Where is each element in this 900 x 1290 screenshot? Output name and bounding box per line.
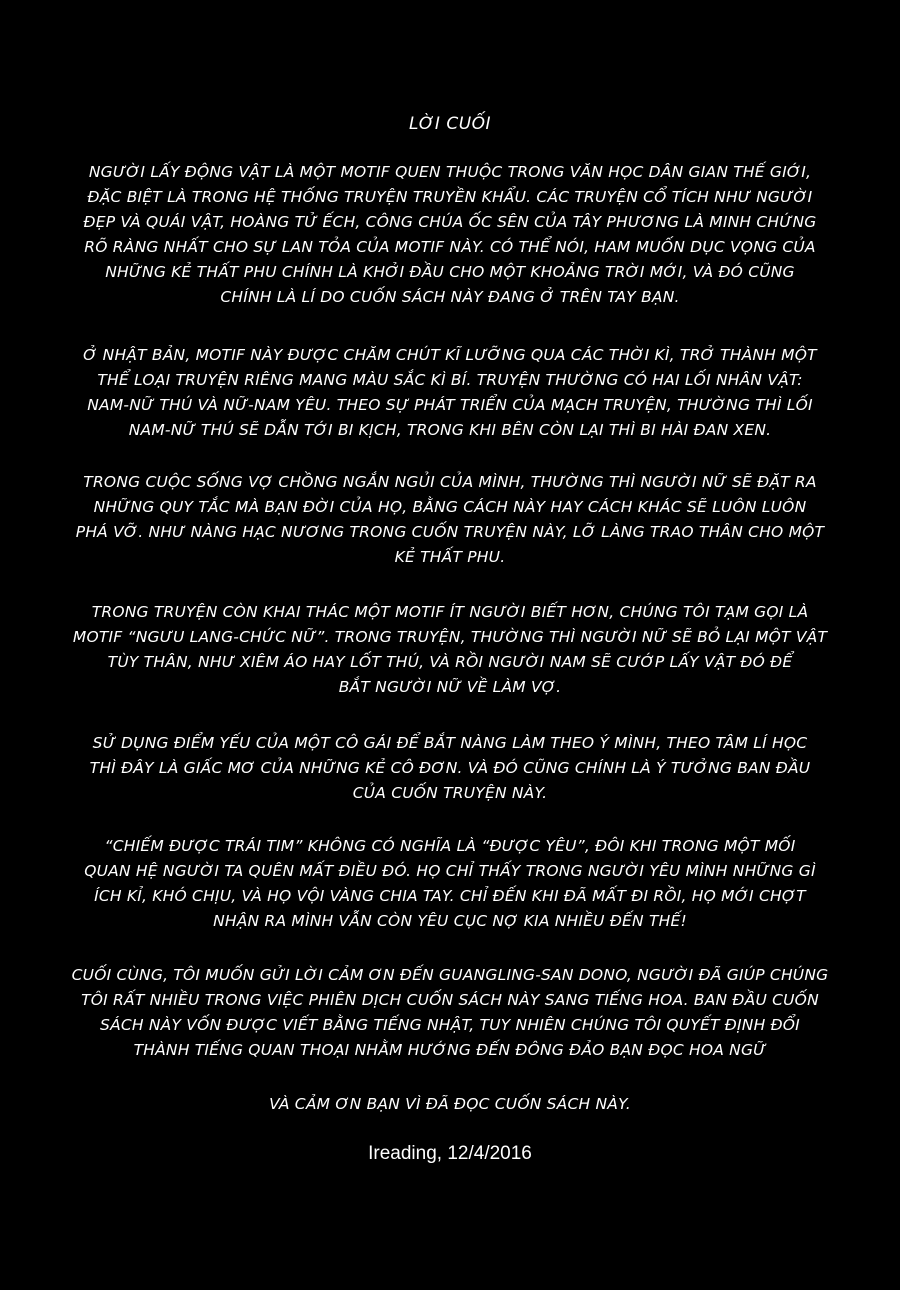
paragraph-6 [60,834,840,934]
paragraph-line: THỂ LOẠI TRUYỆN RIÊNG MANG MÀU SẮC KÌ BÍ. TRUYỆN THƯỜNG CÓ HAI LỐI NHÂN VẬT: [97,371,803,389]
paragraph-line: KẺ THẤT PHU. [394,548,506,566]
paragraph-line: BẮT NGƯỜI NỮ VỀ LÀM VỢ. [338,678,562,696]
paragraph-5 [60,731,840,806]
paragraph-line: NHỮNG QUY TẮC MÀ BẠN ĐỜI CỦA HỌ, BẰNG CÁCH NÀY HAY CÁCH KHÁC SẼ LUÔN LUÔN [93,498,807,516]
paragraph-line: RÕ RÀNG NHẤT CHO SỰ LAN TỎA CỦA MOTIF NÀY. CÓ THỂ NÓI, HAM MUỐN DỤC VỌNG CỦA [84,238,816,256]
afterword-page [60,0,840,1290]
paragraph-line: THÌ ĐÂY LÀ GIẤC MƠ CỦA NHỮNG KẺ CÔ ĐƠN. VÀ ĐÓ CŨNG CHÍNH LÀ Ý TƯỞNG BAN ĐẦU [89,759,811,777]
paragraph-line: CHÍNH LÀ LÍ DO CUỐN SÁCH NÀY ĐANG Ở TRÊN TAY BẠN. [220,288,680,306]
paragraph-line: TÙY THÂN, NHƯ XIÊM ÁO HAY LỐT THÚ, VÀ RỒI NGƯỜI NAM SẼ CƯỚP LẤY VẬT ĐÓ ĐỂ [107,653,793,671]
paragraph-line: PHÁ VỠ. NHƯ NÀNG HẠC NƯƠNG TRONG CUỐN TRUYỆN NÀY, LỠ LÀNG TRAO THÂN CHO MỘT [75,523,825,541]
signature: Ireading, 12/4/2016 [368,1143,532,1164]
paragraph-line: NGƯỜI LẤY ĐỘNG VẬT LÀ MỘT MOTIF QUEN THUỘC TRONG VĂN HỌC DÂN GIAN THẾ GIỚI, [88,163,812,181]
paragraph-line: SỬ DỤNG ĐIỂM YẾU CỦA MỘT CÔ GÁI ĐỂ BẮT NÀNG LÀM THEO Ý MÌNH, THEO TÂM LÍ HỌC [92,734,808,752]
paragraph-2 [60,343,840,443]
paragraph-1 [60,160,840,310]
page-title: LỜI CUỐI [408,114,492,134]
paragraph-line: TÔI RẤT NHIỀU TRONG VIỆC PHIÊN DỊCH CUỐN SÁCH NÀY SANG TIẾNG HOA. BAN ĐẦU CUỐN [81,991,819,1009]
paragraph-line: ĐẸP VÀ QUÁI VẬT, HOÀNG TỬ ẾCH, CÔNG CHÚA ỐC SÊN CỦA TÂY PHƯƠNG LÀ MINH CHỨNG [83,213,817,231]
paragraph-line: THÀNH TIẾNG QUAN THOẠI NHẰM HƯỚNG ĐẾN ĐÔNG ĐẢO BẠN ĐỌC HOA NGỮ [133,1041,767,1059]
paragraph-4 [60,600,840,700]
paragraph-line: QUAN HỆ NGƯỜI TA QUÊN MẤT ĐIỀU ĐÓ. HỌ CHỈ THẤY TRONG NGƯỜI YÊU MÌNH NHỮNG GÌ [84,862,816,880]
paragraph-line: TRONG TRUYỆN CÒN KHAI THÁC MỘT MOTIF ÍT NGƯỜI BIẾT HƠN, CHÚNG TÔI TẠM GỌI LÀ [91,603,809,621]
paragraph-8 [60,1092,840,1117]
paragraph-line: CỦA CUỐN TRUYỆN NÀY. [352,784,548,802]
paragraph-line: MOTIF “NGƯU LANG-CHỨC NỮ”. TRONG TRUYỆN, THƯỜNG THÌ NGƯỜI NỮ SẼ BỎ LẠI MỘT VẬT [72,628,828,646]
paragraph-line: NHỮNG KẺ THẤT PHU CHÍNH LÀ KHỞI ĐẦU CHO MỘT KHOẢNG TRỜI MỚI, VÀ ĐÓ CŨNG [105,263,795,281]
paragraph-line: SÁCH NÀY VỐN ĐƯỢC VIẾT BẰNG TIẾNG NHẬT, TUY NHIÊN CHÚNG TÔI QUYẾT ĐỊNH ĐỔI [100,1016,800,1034]
paragraph-line: CUỐI CÙNG, TÔI MUỐN GỬI LỜI CẢM ƠN ĐẾN GUANGLING-SAN DONO, NGƯỜI ĐÃ GIÚP CHÚNG [71,966,829,984]
paragraph-3 [60,470,840,570]
paragraph-line: TRONG CUỘC SỐNG VỢ CHỒNG NGẮN NGỦI CỦA MÌNH, THƯỜNG THÌ NGƯỜI NỮ SẼ ĐẶT RA [83,473,817,491]
paragraph-line: NHẬN RA MÌNH VẪN CÒN YÊU CỤC NỢ KIA NHIỀU ĐẾN THẾ! [213,912,687,930]
paragraph-line: NAM-NỮ THÚ VÀ NỮ-NAM YÊU. THEO SỰ PHÁT TRIỂN CỦA MẠCH TRUYỆN, THƯỜNG THÌ LỐI [87,396,813,414]
paragraph-line: ÍCH KỈ, KHÓ CHỊU, VÀ HỌ VỘI VÀNG CHIA TAY. CHỈ ĐẾN KHI ĐÃ MẤT ĐI RỒI, HỌ MỚI CHỢT [94,887,806,905]
paragraph-line: ĐẶC BIỆT LÀ TRONG HỆ THỐNG TRUYỆN TRUYỀN KHẨU. CÁC TRUYỆN CỔ TÍCH NHƯ NGƯỜI [87,188,813,206]
paragraph-7 [60,963,840,1063]
paragraph-line: Ở NHẬT BẢN, MOTIF NÀY ĐƯỢC CHĂM CHÚT KĨ LƯỠNG QUA CÁC THỜI KÌ, TRỞ THÀNH MỘT [83,346,817,364]
paragraph-line: VÀ CẢM ƠN BẠN VÌ ĐÃ ĐỌC CUỐN SÁCH NÀY. [269,1095,631,1113]
paragraph-line: NAM-NỮ THÚ SẼ DẪN TỚI BI KỊCH, TRONG KHI BÊN CÒN LẠI THÌ BI HÀI ĐAN XEN. [128,421,772,439]
paragraph-line: “CHIẾM ĐƯỢC TRÁI TIM” KHÔNG CÓ NGHĨA LÀ “ĐƯỢC YÊU”, ĐÔI KHI TRONG MỘT MỐI [104,837,796,855]
